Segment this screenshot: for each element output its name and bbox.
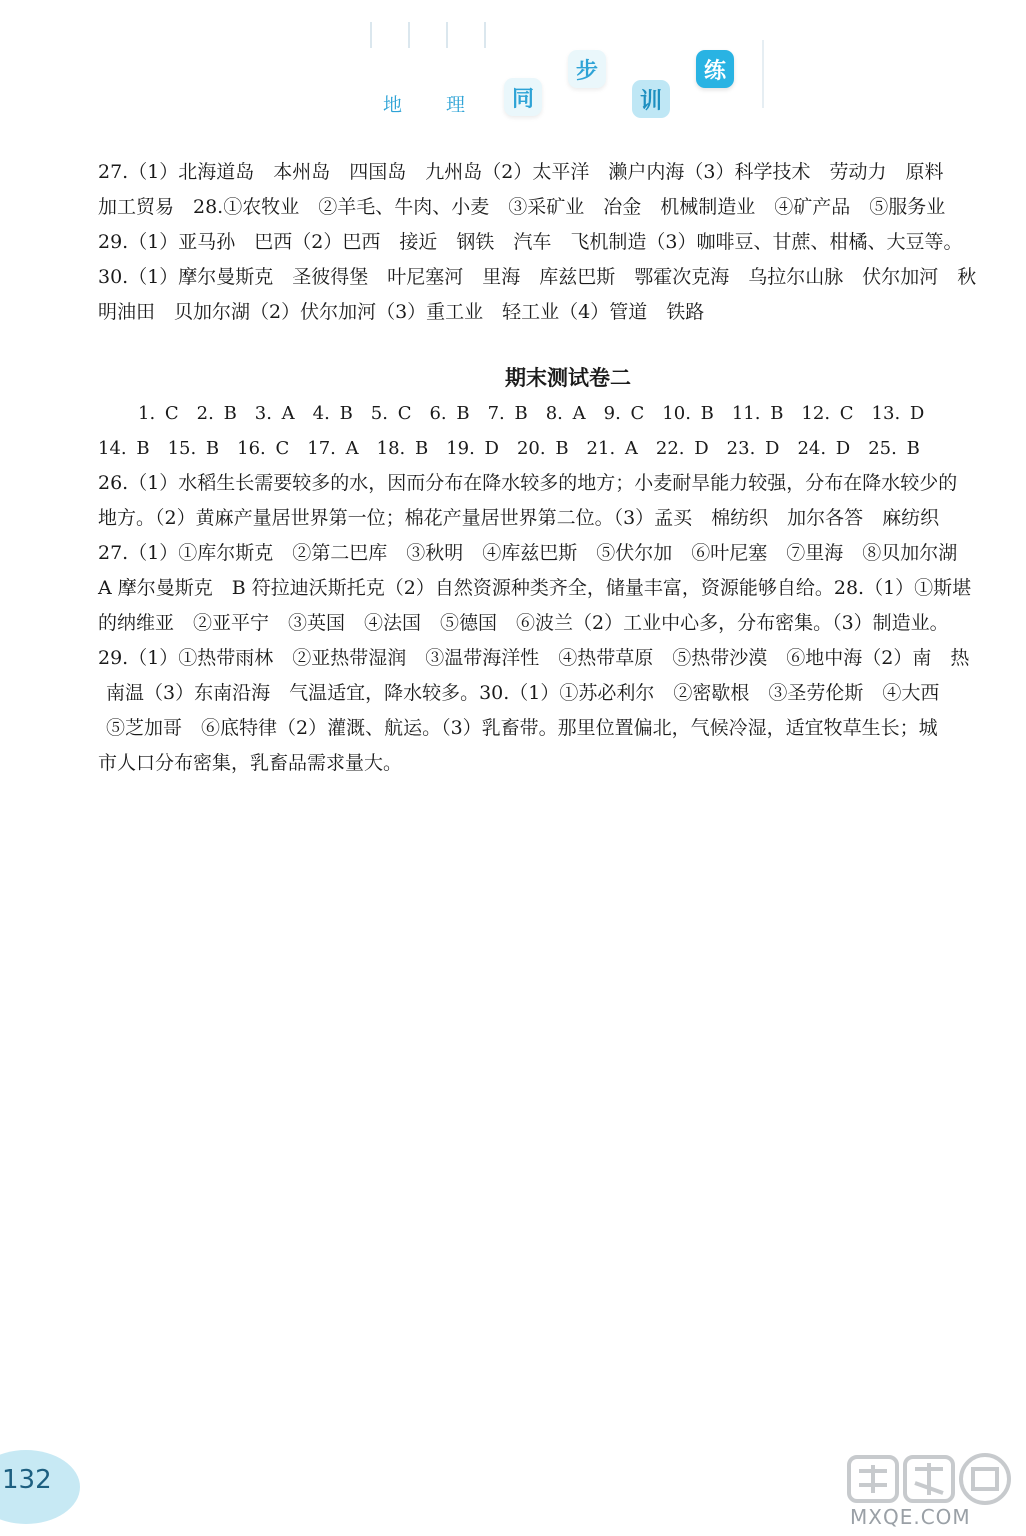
page-number: 132 — [2, 1465, 52, 1495]
header-decor-line — [446, 22, 448, 48]
answer-line: 的纳维亚 ②亚平宁 ③英国 ④法国 ⑤德国 ⑥波兰（2）工业中心多，分布密集。（3）制造业。 — [98, 612, 949, 634]
answer-line: 26.（1）水稻生长需要较多的水，因而分布在降水较多的地方；小麦耐旱能力较强，分布在降水较少的 — [98, 472, 958, 494]
series-tile-1: 同 — [504, 78, 542, 116]
header-decor-line — [408, 22, 410, 48]
answer-line: 29.（1）亚马孙 巴西（2）巴西 接近 钢铁 汽车 飞机制造（3）咖啡豆、甘蔗、柑橘、大豆等。 — [98, 231, 963, 253]
answer-line: 29.（1）①热带雨林 ②亚热带湿润 ③温带海洋性 ④热带草原 ⑤热带沙漠 ⑥地中海（2）南 热 — [98, 647, 970, 669]
answer-line: 明油田 贝加尔湖（2）伏尔加河（3）重工业 轻工业（4）管道 铁路 — [98, 301, 705, 323]
answer-line: 27.（1）北海道岛 本州岛 四国岛 九州岛（2）太平洋 濑户内海（3）科学技术 劳动力 原料 — [98, 161, 944, 183]
header-decor-line — [484, 22, 486, 48]
multiple-choice-line: 1. C 2. B 3. A 4. B 5. C 6. B 7. B 8. A 9. C 10. B 11. B 12. C 13. D — [138, 403, 925, 424]
answer-line: 南温（3）东南沿海 气温适宜，降水较多。30.（1）①苏必利尔 ②密歇根 ③圣劳伦斯 ④大西 — [106, 682, 940, 704]
answer-line: 27.（1）①库尔斯克 ②第二巴库 ③秋明 ④库兹巴斯 ⑤伏尔加 ⑥叶尼塞 ⑦里海 ⑧贝加尔湖 — [98, 542, 958, 564]
series-tile-4: 练 — [696, 50, 734, 88]
subject-char-2: 理 — [446, 94, 466, 116]
series-tile-3: 训 — [632, 80, 670, 118]
page-header — [0, 0, 1026, 140]
header-decor-line — [370, 22, 372, 48]
section-title: 期末测试卷二 — [505, 366, 631, 390]
answer-line: 30.（1）摩尔曼斯克 圣彼得堡 叶尼塞河 里海 库兹巴斯 鄂霍次克海 乌拉尔山脉 伏尔加河 秋 — [98, 266, 977, 288]
answer-line: 加工贸易 28.①农牧业 ②羊毛、牛肉、小麦 ③采矿业 冶金 机械制造业 ④矿产品 ⑤服务业 — [98, 196, 946, 218]
answer-line: A 摩尔曼斯克 B 符拉迪沃斯托克（2）自然资源种类齐全，储量丰富，资源能够自给。28.（1）①斯堪 — [98, 577, 972, 599]
multiple-choice-line: 14. B 15. B 16. C 17. A 18. B 19. D 20. B 21. A 22. D 23. D 24. D 25. B — [98, 438, 920, 459]
watermark-text: MXQE.COM — [850, 1505, 971, 1529]
answer-line: 市人口分布密集，乳畜品需求量大。 — [98, 752, 403, 774]
answer-content — [98, 155, 998, 781]
answer-line: 地方。（2）黄麻产量居世界第一位；棉花产量居世界第二位。（3）孟买 棉纺织 加尔各答 麻纺织 — [98, 507, 940, 529]
subject-char-1: 地 — [383, 94, 403, 116]
answer-line: ⑤芝加哥 ⑥底特律（2）灌溉、航运。（3）乳畜带。那里位置偏北，气候冷湿，适宜牧草生长；城 — [106, 717, 938, 739]
header-decor-line — [762, 40, 764, 108]
series-tile-2: 步 — [568, 50, 606, 88]
